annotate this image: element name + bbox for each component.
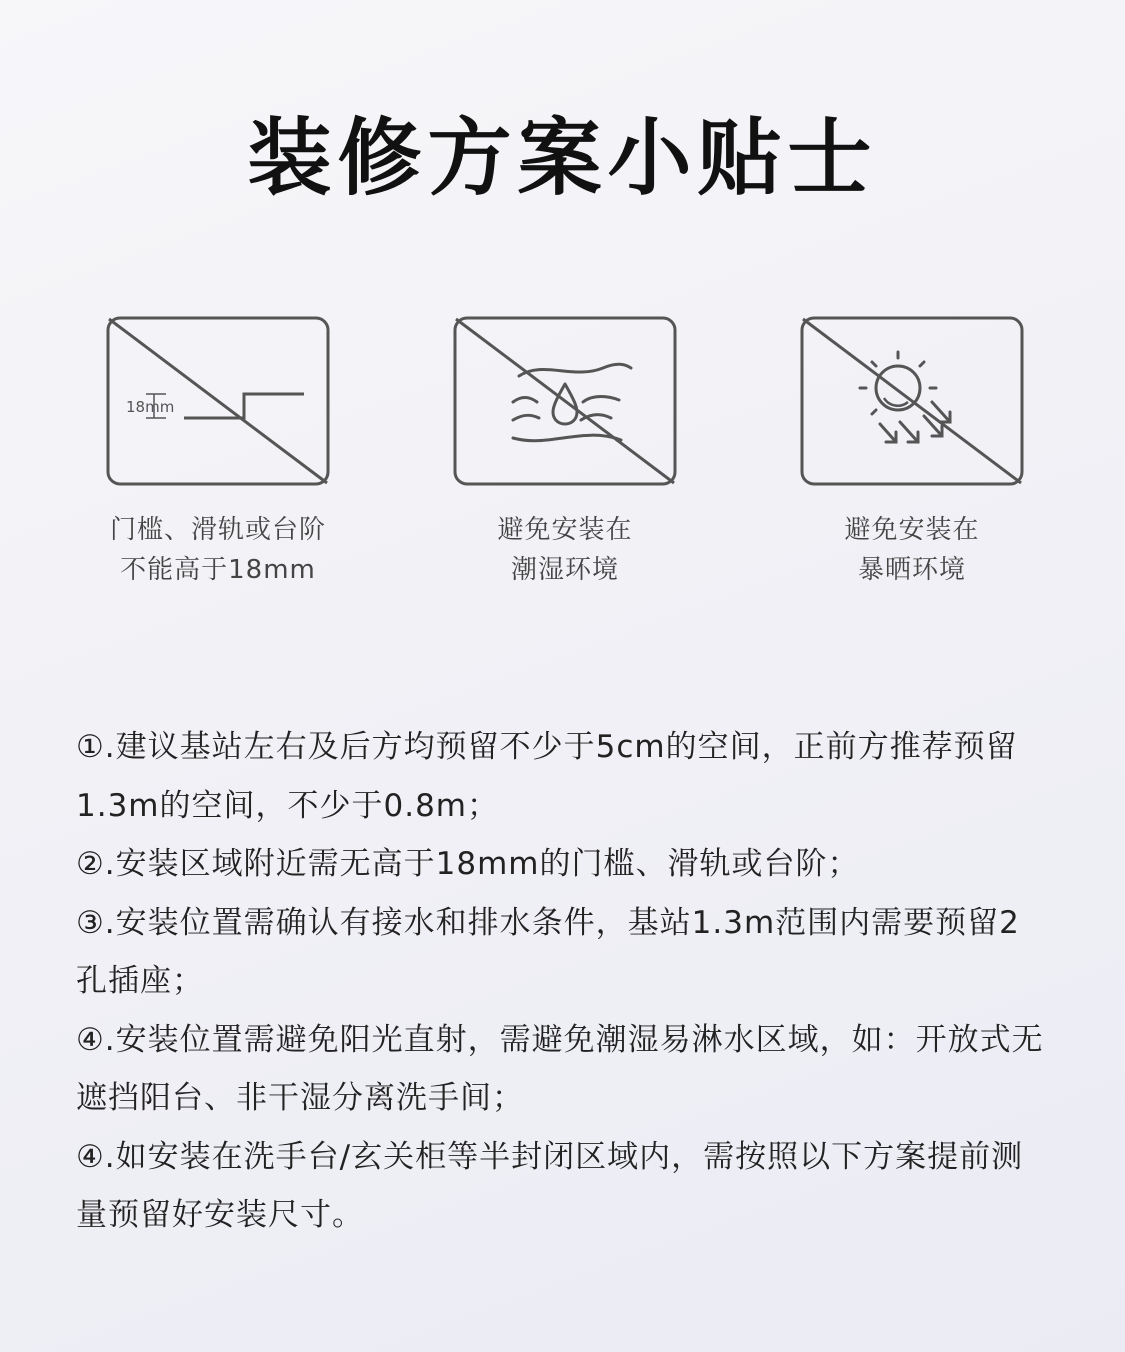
icon-caption [78, 510, 358, 590]
measure-label: 18mm [126, 398, 175, 416]
tip-item: ③.安装位置需确认有接水和排水条件，基站1.3m范围内需要预留2孔插座； [76, 904, 1020, 999]
icon-card-sunlight [772, 316, 1052, 590]
tip-item: ②.安装区域附近需无高于18mm的门槛、滑轨或台阶； [76, 846, 860, 882]
tip-item: ④.安装位置需避免阳光直射，需避免潮湿易淋水区域，如：开放式无遮挡阳台、非干湿分离洗手间； [76, 1021, 1044, 1116]
caption-line2: 暴晒环境 [857, 555, 966, 585]
no-sunlight-icon [800, 316, 1024, 486]
no-humidity-icon [453, 316, 677, 486]
caption-line2: 不能高于18mm [120, 555, 316, 585]
icon-caption [425, 510, 705, 590]
tip-item: ①.建议基站左右及后方均预留不少于5cm的空间，正前方推荐预留1.3m的空间，不少于0.8m； [76, 729, 1018, 824]
threshold-no-icon [106, 316, 330, 486]
caption-line2: 潮湿环境 [510, 555, 619, 585]
caption-line1: 避免安装在 [497, 515, 633, 545]
caption-line1: 门槛、滑轨或台阶 [109, 515, 326, 545]
caption-line1: 避免安装在 [844, 515, 980, 545]
icon-card-threshold [78, 316, 358, 590]
icon-caption [772, 510, 1052, 590]
icons-row [0, 316, 1125, 596]
icon-card-humidity [425, 316, 705, 590]
tip-item: ④.如安装在洗手台/玄关柜等半封闭区域内，需按照以下方案提前测量预留好安装尺寸。 [76, 1138, 1024, 1233]
page-title: 装修方案小贴士 [247, 109, 878, 207]
tips-list [76, 718, 1051, 1245]
